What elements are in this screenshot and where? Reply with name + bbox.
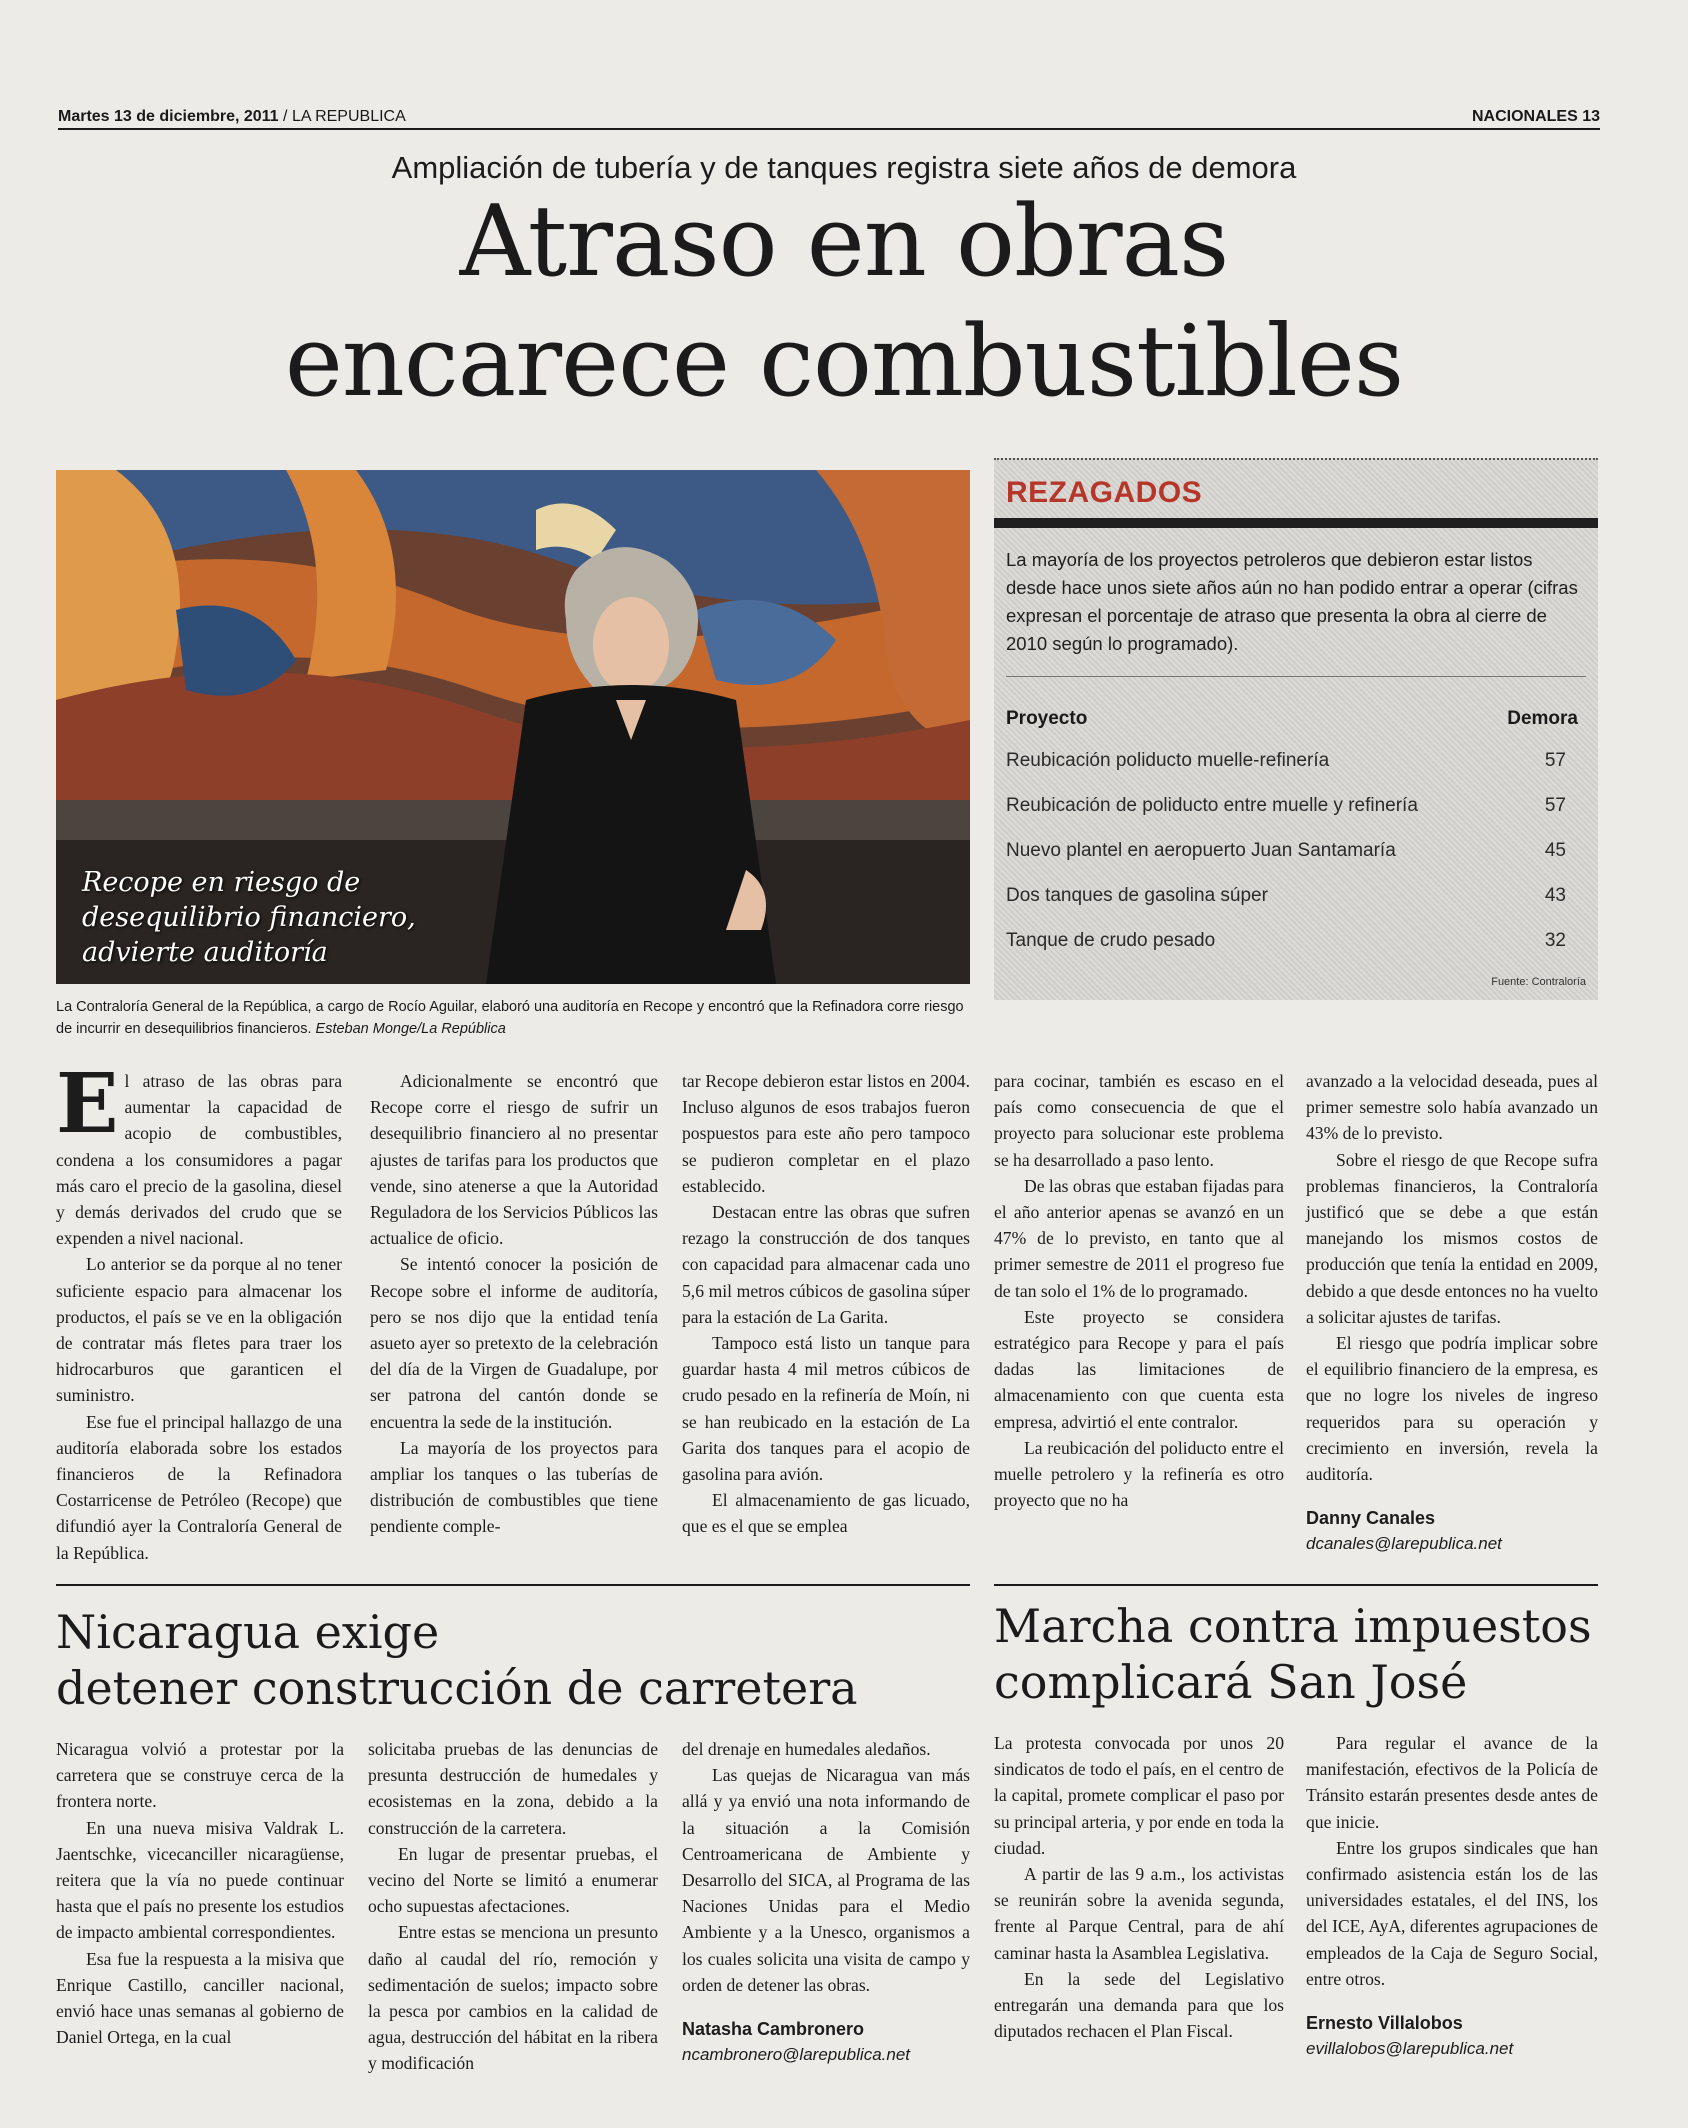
article-paragraph: Sobre el riesgo de que Recope sufra problemas financieros, la Contraloría justificó que se debe a que están manejando los mismos costos de producción que tenía la entidad en 2009, debido a que desde entonces no ha vuelto a solicitar ajustes de tarifas. (1306, 1149, 1598, 1327)
article-paragraph: El riesgo que podría implicar sobre el equilibrio financiero de la empresa, es que no logre los niveles de ingreso requeridos para su operación y crecimiento en inversión, revela la auditoría. (1306, 1333, 1598, 1485)
table-row (1006, 840, 1578, 885)
article-paragraph: En la sede del Legislativo entregarán una demanda para que los diputados rechacen el Plan Fiscal. (994, 1968, 1284, 2042)
main-headline-line2: encarece combustibles (284, 305, 1404, 419)
caption-text: La Contraloría General de la República, a cargo de Rocío Aguilar, elaboró una auditoría en Recope y encontró que la Refinadora corre riesgo de incurrir en desequilibrios financieros. (56, 999, 964, 1037)
article-paragraph: Adicionalmente se encontró que Recope corre el riesgo de sufrir un desequilibrio financiero al no presentar ajustes de tarifas para los productos que vende, sino atenerse a que la Autoridad Reguladora de los Servicios Públicos las actualice de oficio. (370, 1071, 658, 1249)
article-paragraph: Lo anterior se da porque al no tener suficiente espacio para almacenar los productos, el país se ve en la obligación de contratar más fletes para traer los hidrocarburos que garanticen el suministro. (56, 1254, 342, 1406)
sidebar-box-rezagados (994, 458, 1598, 1000)
article-paragraph: La protesta convocada por unos 20 sindicatos de todo el país, en el centro de la capital, promete complicar el paso por su principal arteria, y por ende en toda la ciudad. (994, 1733, 1284, 1858)
article-paragraph: Entre los grupos sindicales que han confirmado asistencia están los de las universidades estatales, el del INS, los del ICE, AyA, diferentes agrupaciones de empleados de la Caja de Seguro Social, entre otros. (1306, 1837, 1598, 1989)
row-project: Reubicación de poliducto entre muelle y refinería (1006, 795, 1418, 816)
table-row (1006, 885, 1578, 930)
article-paragraph: Ese fue el principal hallazgo de una auditoría elaborada sobre los estados financieros de la Refinadora Costarricense de Petróleo (Recope) que difundió ayer la Contraloría General de la República. (56, 1411, 342, 1563)
article-paragraph: La mayoría de los proyectos para ampliar los tanques o las tuberías de distribución de combustibles que tiene pendiente comple- (370, 1437, 658, 1537)
sidebar-rule (1006, 676, 1586, 677)
row-project: Tanque de crudo pesado (1006, 930, 1216, 951)
article-paragraph: Se intentó conocer la posición de Recope sobre el informe de auditoría, pero se nos dijo que la entidad tenía asueto ayer so pretexto de la celebración del día de la Virgen de Guadalupe, por ser patrona del cantón donde se encuentra la sede de la institución. (370, 1254, 658, 1432)
article-paragraph: Este proyecto se considera estratégico para Recope y para el país dadas las limitaciones de almacenamiento con que cuenta esta empresa, advirtió el ente contralor. (994, 1306, 1284, 1432)
byline-name: Natasha Cambronero (682, 2019, 865, 2040)
folio-publication: LA REPUBLICA (291, 108, 406, 125)
article-paragraph: Nicaragua volvió a protestar por la carretera que se construye cerca de la frontera norte. (56, 1739, 344, 1812)
sidebar-col-project: Proyecto (1006, 708, 1088, 729)
article3-headline (994, 1598, 1592, 1710)
article-paragraph: Esa fue la respuesta a la misiva que Enrique Castillo, canciller nacional, envió hace unas semanas al gobierno de Daniel Ortega, en la cual (56, 1948, 344, 2048)
article3-top-rule (994, 1584, 1598, 1586)
article2-headline-line1: Nicaragua exige (56, 1605, 440, 1659)
article-paragraph: La reubicación del poliducto entre el muelle petrolero y la refinería es otro proyecto que no ha (994, 1437, 1284, 1511)
byline-email: ncambronero@larepublica.net (682, 2045, 910, 2065)
folio-separator: / (283, 108, 288, 125)
byline-email: evillalobos@larepublica.net (1306, 2039, 1514, 2059)
row-delay: 32 (1544, 930, 1566, 951)
sidebar-description: La mayoría de los proyectos petroleros que debieron estar listos desde hace unos siete años aún no han podido entrar a operar (cifras expresan el porcentaje de atraso que presenta la obra al cierre de 2010 según lo programado). (1006, 549, 1578, 654)
byline-email: dcanales@larepublica.net (1306, 1534, 1502, 1554)
sidebar-table-header (1006, 708, 1578, 730)
row-delay: 43 (1544, 885, 1566, 906)
photo-overlay-text: Recope en riesgo de desequilibrio financiero, advierte auditoría (82, 867, 416, 968)
article-paragraph: Entre estas se menciona un presunto daño al caudal del río, remoción y sedimentación de suelos; impacto sobre la pesca por cambios en la calidad de agua, destrucción del hábitat en la ribera y modificación (368, 1922, 658, 2074)
sidebar-source: Fuente: Contraloría (1491, 976, 1586, 988)
article2-col-1 (56, 1736, 344, 2050)
article-paragraph: En una nueva misiva Valdrak L. Jaentschke, vicecanciller nicaragüense, reitera que la vía no puede continuar hasta que el país no presente los estudios de impacto ambiental correspondientes. (56, 1817, 344, 1943)
article-paragraph (56, 1056, 342, 1251)
article-paragraph: A partir de las 9 a.m., los activistas se reunirán sobre la avenida segunda, frente al Parque Central, para de ahí caminar hasta la Asamblea Legislativa. (994, 1864, 1284, 1963)
byline-name: Ernesto Villalobos (1306, 2013, 1463, 2034)
drop-cap: E (56, 1056, 119, 1152)
article-paragraph: del drenaje en humedales aledaños. (682, 1739, 931, 1759)
paragraph-text: l atraso de las obras para aumentar la capacidad de acopio de combustibles, condena a los consumidores a pagar más caro el precio de la gasolina, diesel y demás derivados del crudo que se expenden a nivel nacional. (56, 1071, 342, 1249)
sidebar-table-body (1006, 750, 1578, 975)
row-delay: 57 (1544, 795, 1566, 816)
main-photo (56, 470, 970, 984)
article-paragraph: Destacan entre las obras que sufren rezago la construcción de dos tanques con capacidad para almacenar cada uno 5,6 mil metros cúbicos de gasolina súper para la estación de La Garita. (682, 1202, 970, 1327)
sidebar-col-delay: Demora (1507, 708, 1578, 729)
article-paragraph: De las obras que estaban fijadas para el año anterior apenas se avanzó en un 47% de lo previsto, en tanto que al primer semestre de 2011 el progreso fue de tan solo el 1% de lo programado. (994, 1175, 1284, 1301)
row-project: Reubicación poliducto muelle-refinería (1006, 750, 1330, 771)
caption-credit: Esteban Monge/La República (315, 1021, 506, 1037)
table-row (1006, 750, 1578, 795)
article-paragraph: Las quejas de Nicaragua van más allá y ya envió una nota informando de la situación a la Comisión Centroamericana de Ambiente y Desarrollo del SICA, al Programa de las Naciones Unidas para el Medio Ambiente y a la Unesco, organismos a los cuales solicita una visita de campo y orden de detener las obras. (682, 1765, 970, 1995)
article-paragraph: para cocinar, también es escaso en el país como consecuencia de que el proyecto para solucionar este problema se ha desarrollado a paso lento. (994, 1071, 1284, 1170)
main-article-col-3 (682, 1068, 970, 1540)
article3-headline-line2: complicará San José (994, 1655, 1468, 1709)
row-delay: 45 (1544, 840, 1566, 861)
page-folio (58, 108, 1600, 134)
main-article-col-5 (1306, 1068, 1598, 1558)
table-row (1006, 795, 1578, 840)
article-paragraph: avanzado a la velocidad deseada, pues al primer semestre solo había avanzado un 43% de lo previsto. (1306, 1071, 1598, 1144)
article-paragraph: Tampoco está listo un tanque para guardar hasta 4 mil metros cúbicos de crudo pesado en la refinería de Moín, ni se han reubicado en la estación de La Garita dos tanques para el acopio de gasolina para avión. (682, 1333, 970, 1485)
main-headline (0, 182, 1688, 422)
article-paragraph: El almacenamiento de gas licuado, que es el que se emplea (682, 1490, 970, 1537)
article2-top-rule (56, 1584, 970, 1586)
article2-headline-line2: detener construcción de carretera (56, 1661, 858, 1715)
article-paragraph: solicitaba pruebas de las denuncias de presunta destrucción de humedales y ecosistemas en la zona, debido a la construcción de la carretera. (368, 1739, 658, 1838)
table-row (1006, 930, 1578, 975)
main-headline-line1: Atraso en obras (459, 185, 1229, 299)
article-paragraph: tar Recope debieron estar listos en 2004. Incluso algunos de esos trabajos fueron pospuestos para este año pero tampoco se pudieron completar en el plazo establecido. (682, 1071, 970, 1196)
row-project: Dos tanques de gasolina súper (1006, 885, 1268, 906)
main-article-col-4 (994, 1068, 1284, 1513)
folio-section: NACIONALES 13 (1471, 108, 1600, 125)
sidebar-title-bar (994, 518, 1598, 528)
photo-caption (56, 996, 976, 1040)
main-article-col-2 (370, 1068, 658, 1540)
main-article-col-1 (56, 1056, 342, 1566)
article2-headline (56, 1604, 858, 1716)
sidebar-title: REZAGADOS (1006, 476, 1203, 509)
article3-col-2 (1306, 1730, 1598, 2062)
article3-headline-line1: Marcha contra impuestos (994, 1599, 1592, 1653)
sidebar-dotted-rule (994, 458, 1598, 460)
article3-col-1 (994, 1730, 1284, 2044)
folio-date-line (58, 108, 406, 126)
row-project: Nuevo plantel en aeropuerto Juan Santamaría (1006, 840, 1396, 861)
article2-col-3 (682, 1736, 970, 2068)
folio-rule (58, 128, 1600, 130)
article-paragraph: Para regular el avance de la manifestación, efectivos de la Policía de Tránsito estarán presentes desde antes de que inicie. (1306, 1733, 1598, 1832)
byline-name: Danny Canales (1306, 1508, 1436, 1529)
main-kicker: Ampliación de tubería y de tanques registra siete años de demora (391, 150, 1297, 185)
folio-date: Martes 13 de diciembre, 2011 (58, 108, 279, 125)
row-delay: 57 (1544, 750, 1566, 771)
article-paragraph: En lugar de presentar pruebas, el vecino del Norte se limitó a enumerar ocho supuestas afectaciones. (368, 1843, 658, 1917)
article2-col-2 (368, 1736, 658, 2077)
